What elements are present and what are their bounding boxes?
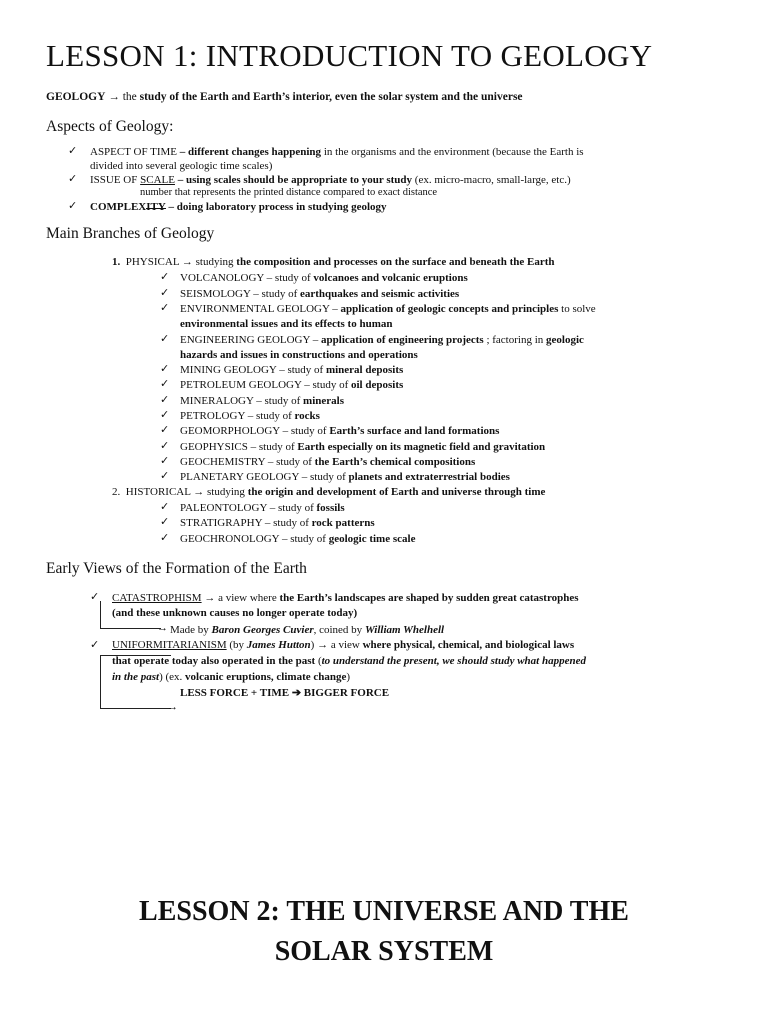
subbranch-tail: ; factoring in bbox=[486, 334, 544, 346]
check-icon: ✓ bbox=[160, 424, 170, 436]
aspect-scale-rest: (ex. micro-macro, small-large, etc.) bbox=[414, 174, 571, 186]
aspect-time-item bbox=[90, 146, 584, 158]
check-icon: ✓ bbox=[160, 394, 170, 406]
aspect-complexity-desc: – doing laboratory process in studying geology bbox=[168, 201, 387, 213]
subbranch-desc: the Earth’s chemical compositions bbox=[314, 456, 476, 468]
subbranch-sep: – study of bbox=[253, 288, 298, 300]
subbranch-name: MINERALOGY bbox=[180, 395, 254, 407]
check-icon: ✓ bbox=[68, 173, 78, 185]
historical-label: HISTORICAL bbox=[125, 486, 191, 498]
by-post: ) bbox=[310, 639, 315, 651]
check-icon: ✓ bbox=[160, 532, 170, 544]
subbranch-item bbox=[180, 410, 320, 422]
subbranch-sep: – study of bbox=[264, 517, 309, 529]
u-line3-d: ) bbox=[346, 671, 351, 683]
arrow-icon: → bbox=[181, 256, 193, 268]
arrow-icon: → bbox=[204, 592, 216, 604]
check-icon: ✓ bbox=[160, 333, 170, 345]
definition-text: study of the Earth and Earth’s interior, even the solar system and the universe bbox=[139, 91, 523, 103]
subbranch-desc: application of engineering projects bbox=[321, 334, 484, 346]
subbranch-sep: – study of bbox=[247, 410, 292, 422]
subbranch-desc: application of geologic concepts and principles bbox=[340, 303, 559, 315]
subbranch-item bbox=[180, 395, 344, 407]
aspects-heading: Aspects of Geology: bbox=[46, 118, 174, 135]
catastrophism-bracket bbox=[100, 601, 161, 629]
subbranch-cont: environmental issues and its effects to human bbox=[180, 318, 393, 330]
u-line2-b: ( bbox=[317, 655, 322, 667]
subbranch-sep: – study of bbox=[256, 395, 301, 407]
subbranch-item bbox=[180, 303, 596, 315]
aspect-scale-underlined: SCALE bbox=[140, 174, 175, 186]
subbranch-item bbox=[180, 502, 345, 514]
subbranch-desc: earthquakes and seismic activities bbox=[300, 288, 460, 300]
subbranch-name: VOLCANOLOGY bbox=[180, 272, 264, 284]
catastrophism-pre: a view where bbox=[218, 592, 277, 604]
by-name: James Hutton bbox=[246, 639, 311, 651]
arrow-icon: → bbox=[167, 701, 178, 713]
subbranch-desc: oil deposits bbox=[351, 379, 404, 391]
subbranch-name: PETROLEUM GEOLOGY bbox=[180, 379, 302, 391]
check-icon: ✓ bbox=[160, 440, 170, 452]
subbranch-desc: planets and extraterrestrial bodies bbox=[348, 471, 510, 483]
subbranch-name: PLANETARY GEOLOGY bbox=[180, 471, 299, 483]
aspect-scale-desc: – using scales should be appropriate to your study bbox=[177, 174, 413, 186]
aspect-time-desc: – different changes happening bbox=[179, 146, 322, 158]
subbranch-name: MINING GEOLOGY bbox=[180, 364, 277, 376]
subbranch-item bbox=[180, 456, 475, 468]
check-icon: ✓ bbox=[160, 455, 170, 467]
physical-branch bbox=[112, 256, 555, 268]
geology-term: GEOLOGY bbox=[46, 91, 106, 103]
subbranch-item bbox=[180, 533, 415, 545]
historical-branch bbox=[112, 486, 545, 498]
check-icon: ✓ bbox=[160, 287, 170, 299]
aspect-time-label: ASPECT OF TIME bbox=[90, 146, 178, 158]
check-icon: ✓ bbox=[160, 470, 170, 482]
aspect-complexity-item bbox=[90, 201, 387, 213]
subbranch-desc: mineral deposits bbox=[325, 364, 404, 376]
subbranch-desc: volcanoes and volcanic eruptions bbox=[313, 272, 468, 284]
lesson2-title-line1: LESSON 2: THE UNIVERSE AND THE bbox=[139, 896, 629, 927]
subbranch-desc: rock patterns bbox=[311, 517, 375, 529]
uniformitarianism-label: UNIFORMITARIANISM bbox=[112, 639, 227, 651]
early-views-heading: Early Views of the Formation of the Earth bbox=[46, 560, 307, 577]
uniformitarianism-pre: a view bbox=[330, 639, 360, 651]
check-icon: ✓ bbox=[160, 501, 170, 513]
arrow-icon: → bbox=[193, 486, 205, 498]
subbranch-sep: – study of bbox=[282, 425, 327, 437]
catastrophism-item bbox=[112, 592, 579, 604]
subbranch-name: SEISMOLOGY bbox=[180, 288, 251, 300]
aspect-scale-pre: ISSUE OF bbox=[90, 174, 138, 186]
aspect-time-cont: divided into several geologic time scales) bbox=[90, 160, 273, 172]
check-icon: ✓ bbox=[160, 378, 170, 390]
arrow-icon: → bbox=[317, 639, 329, 651]
u-line3-b: ) (ex. bbox=[159, 671, 183, 683]
check-icon: ✓ bbox=[160, 409, 170, 421]
subbranch-cont-line bbox=[180, 318, 392, 330]
check-icon: ✓ bbox=[68, 145, 78, 157]
subbranch-item bbox=[180, 441, 545, 453]
physical-desc: the composition and processes on the surface and beneath the Earth bbox=[236, 256, 555, 268]
u-line2-a: that operate today also operated in the past bbox=[112, 655, 316, 667]
coined-by-pre: , coined by bbox=[313, 624, 363, 636]
subbranch-name: PETROLOGY bbox=[180, 410, 245, 422]
subbranch-sep: – study of bbox=[267, 456, 312, 468]
subbranch-cont: hazards and issues in constructions and operations bbox=[180, 349, 418, 361]
historical-pre: studying bbox=[207, 486, 245, 498]
subbranch-item bbox=[180, 334, 584, 346]
uniformitarianism-line2 bbox=[112, 655, 586, 667]
check-icon: ✓ bbox=[90, 591, 100, 603]
catastrophism-cont-text: (and these unknown causes no longer operate today) bbox=[112, 607, 358, 619]
arrow-icon: → bbox=[108, 91, 120, 103]
aspect-complexity-strike: ITY bbox=[146, 201, 166, 213]
subbranch-sep: – study of bbox=[281, 533, 326, 545]
aspect-time-rest: in the organisms and the environment (because the Earth is bbox=[323, 146, 584, 158]
catastrophism-made-by bbox=[170, 624, 444, 636]
subbranch-name: ENGINEERING GEOLOGY bbox=[180, 334, 311, 346]
subbranch-sep: – study of bbox=[301, 471, 346, 483]
branches-heading: Main Branches of Geology bbox=[46, 225, 215, 242]
lesson1-title: LESSON 1: INTRODUCTION TO GEOLOGY bbox=[46, 38, 653, 73]
subbranch-name: STRATIGRAPHY bbox=[180, 517, 263, 529]
subbranch-item bbox=[180, 471, 510, 483]
lesson2-title-line2: SOLAR SYSTEM bbox=[274, 936, 494, 967]
subbranch-name: GEOMORPHOLOGY bbox=[180, 425, 280, 437]
subbranch-desc: geologic time scale bbox=[328, 533, 416, 545]
subbranch-name: GEOPHYSICS bbox=[180, 441, 248, 453]
lesson2-title bbox=[0, 892, 768, 972]
subbranch-item bbox=[180, 425, 499, 437]
subbranch-name: ENVIRONMENTAL GEOLOGY bbox=[180, 303, 330, 315]
by-pre: (by bbox=[229, 639, 245, 651]
check-icon: ✓ bbox=[160, 302, 170, 314]
check-icon: ✓ bbox=[160, 271, 170, 283]
subbranch-name: GEOCHRONOLOGY bbox=[180, 533, 280, 545]
subbranch-sep: – study of bbox=[266, 272, 311, 284]
subbranch-item bbox=[180, 364, 403, 376]
uniformitarianism-item bbox=[112, 639, 574, 651]
definition-pre: the bbox=[122, 91, 137, 103]
subbranch-item bbox=[180, 272, 468, 284]
catastrophism-label: CATASTROPHISM bbox=[112, 592, 202, 604]
subbranch-desc: rocks bbox=[294, 410, 320, 422]
check-icon: ✓ bbox=[160, 516, 170, 528]
made-by-name: Baron Georges Cuvier bbox=[211, 624, 314, 636]
historical-desc: the origin and development of Earth and universe through time bbox=[247, 486, 546, 498]
u-line3-c: volcanic eruptions, climate change bbox=[185, 671, 347, 683]
subbranch-sep: – study of bbox=[279, 364, 324, 376]
aspect-complexity-pre: COMPLEX bbox=[90, 201, 147, 213]
scale-note: number that represents the printed distance compared to exact distance bbox=[140, 187, 438, 198]
subbranch-sep: – study of bbox=[269, 502, 314, 514]
check-icon: ✓ bbox=[160, 363, 170, 375]
subbranch-item bbox=[180, 517, 375, 529]
historical-num: 2. bbox=[112, 486, 121, 498]
made-by-pre: Made by bbox=[170, 624, 209, 636]
u-line2-c: to understand the present, we should study what happened bbox=[321, 655, 586, 667]
check-icon: ✓ bbox=[68, 200, 78, 212]
geology-definition bbox=[46, 91, 523, 103]
subbranch-sep: – bbox=[332, 303, 338, 315]
subbranch-cont-line bbox=[180, 349, 418, 361]
subbranch-name: PALEONTOLOGY bbox=[180, 502, 267, 514]
subbranch-sep: – study of bbox=[250, 441, 295, 453]
coined-by-name: William Whelhell bbox=[364, 624, 445, 636]
check-icon: ✓ bbox=[90, 639, 100, 651]
subbranch-tail: to solve bbox=[561, 303, 596, 315]
u-line3-a: in the past bbox=[112, 671, 160, 683]
formula-text: LESS FORCE + TIME ➔ BIGGER FORCE bbox=[180, 687, 390, 699]
subbranch-sep: – study of bbox=[304, 379, 349, 391]
subbranch-desc: minerals bbox=[303, 395, 344, 407]
aspect-scale-item bbox=[90, 174, 571, 186]
uniformitarianism-bracket bbox=[100, 655, 171, 709]
subbranch-desc: Earth’s surface and land formations bbox=[329, 425, 500, 437]
uniformitarianism-formula bbox=[180, 686, 389, 699]
subbranch-tail2: geologic bbox=[546, 334, 584, 346]
subbranch-sep: – bbox=[312, 334, 319, 346]
arrow-icon: → bbox=[157, 622, 168, 634]
catastrophism-desc: the Earth’s landscapes are shaped by sudden great catastrophes bbox=[279, 592, 579, 604]
uniformitarianism-desc: where physical, chemical, and biological laws bbox=[362, 639, 575, 651]
subbranch-name: GEOCHEMISTRY bbox=[180, 456, 266, 468]
subbranch-item bbox=[180, 379, 403, 391]
subbranch-item bbox=[180, 288, 459, 300]
physical-label: PHYSICAL bbox=[125, 256, 180, 268]
physical-pre: studying bbox=[195, 256, 234, 268]
physical-num: 1. bbox=[112, 256, 121, 268]
subbranch-desc: fossils bbox=[316, 502, 345, 514]
subbranch-desc: Earth especially on its magnetic field and gravitation bbox=[297, 441, 546, 453]
